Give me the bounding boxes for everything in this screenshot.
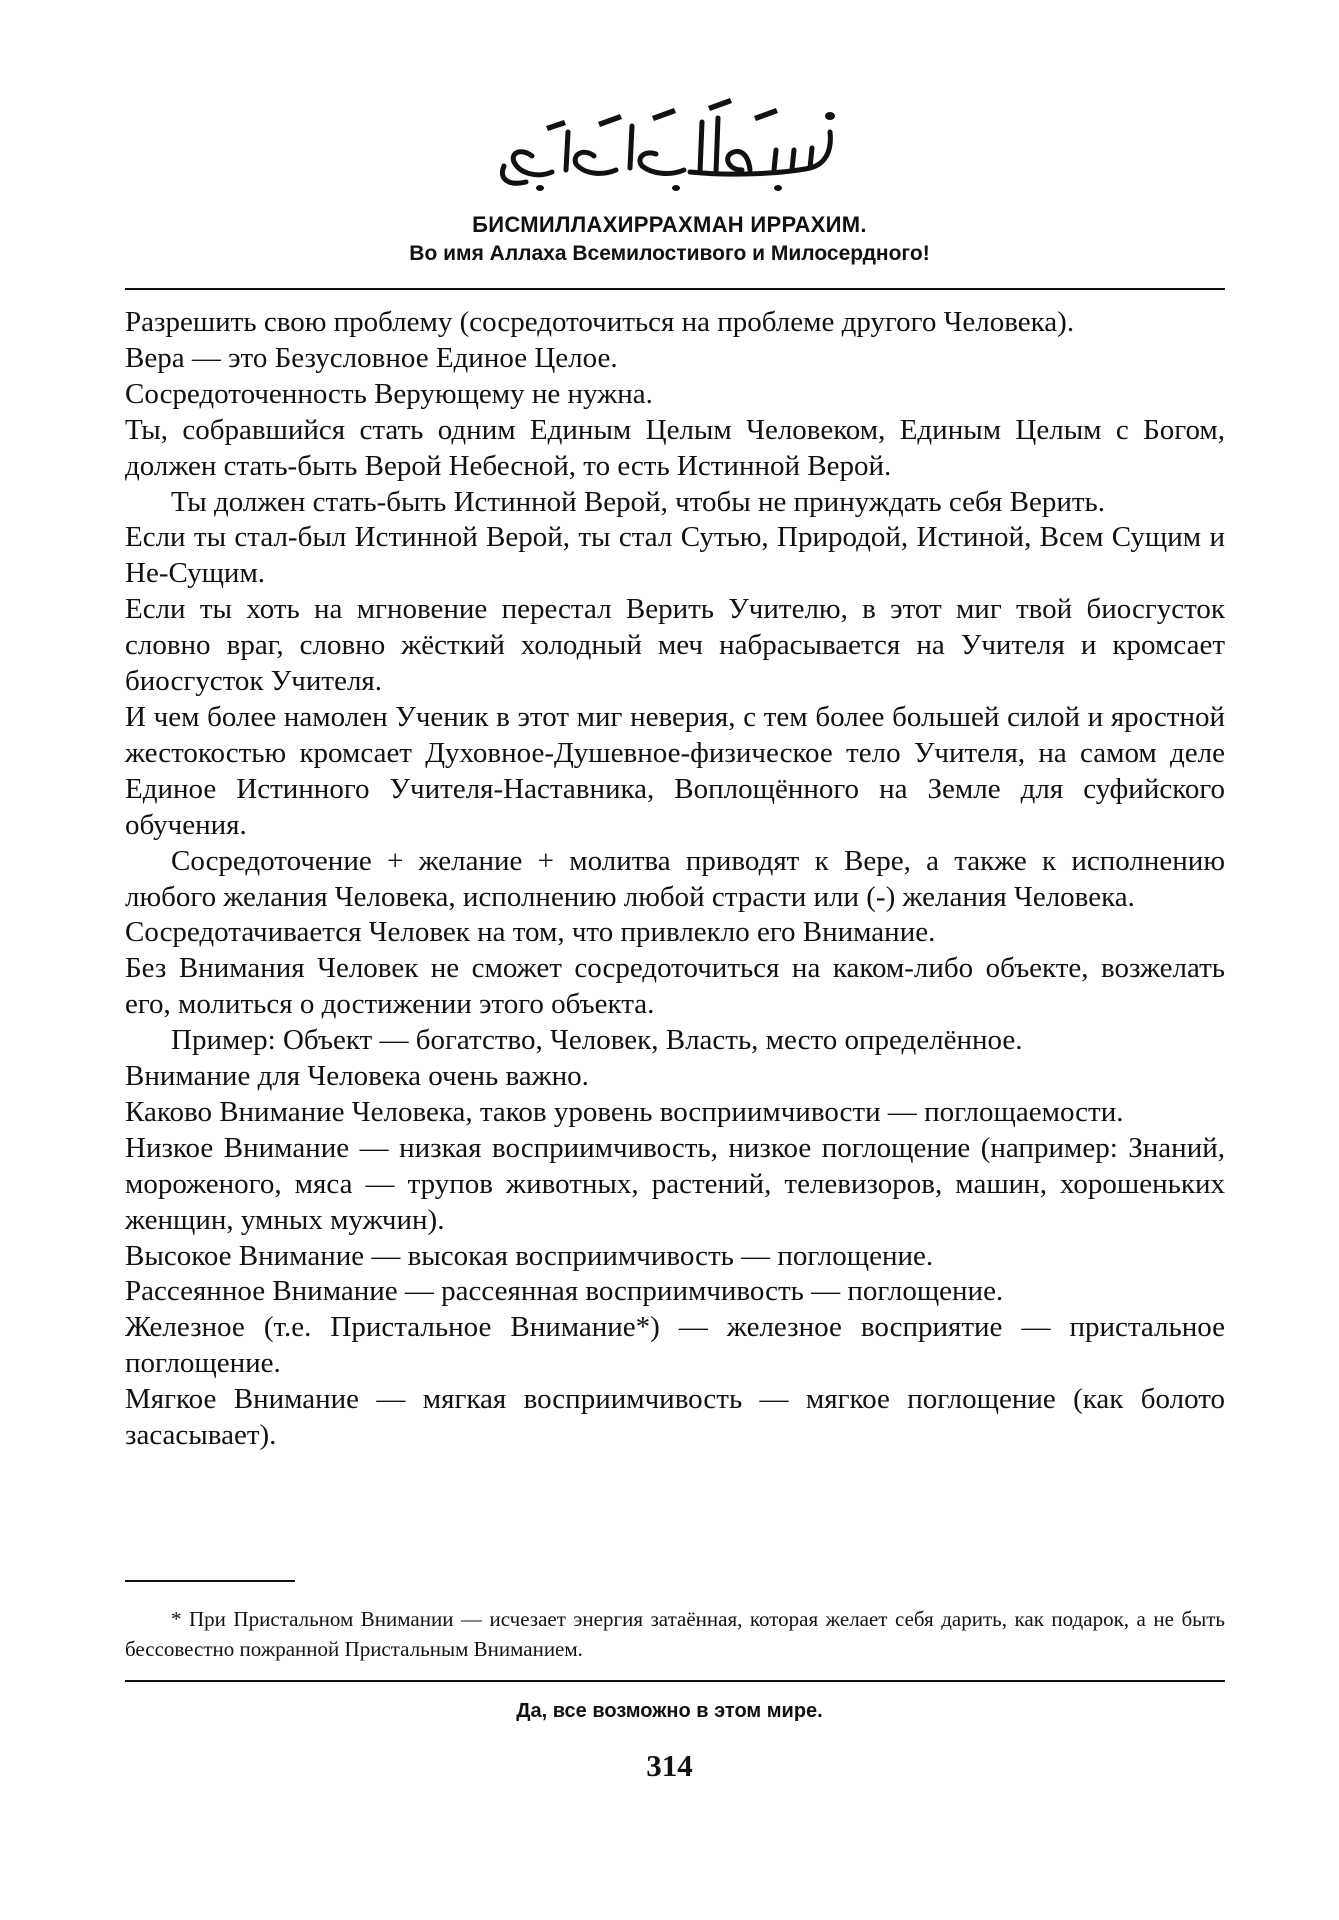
header-subtitle: Во имя Аллаха Всемилостивого и Милосердного!	[409, 242, 930, 265]
paragraph: Без Внимания Человек не сможет сосредоточиться на каком-либо объекте, возжелать его, молиться о достижении этого объекта.	[125, 952, 1225, 1021]
paragraph: Сосредотачивается Человек на том, что привлекло его Внимание.	[125, 916, 936, 949]
paragraph: Внимание для Человека очень важно.	[125, 1060, 589, 1093]
paragraph: И чем более намолен Ученик в этот миг неверия, с тем более большей силой и яростной жестокостью кромсает Духовное-Душевное-физическое тело Учителя, на самом деле Единое Истинного Учителя-Наставника, Воплощённого на Земле для суфийского обучения.	[125, 700, 1225, 841]
paragraph: Ты должен стать-быть Истинной Верой, чтобы не принуждать себя Верить.	[171, 485, 1106, 518]
paragraph: Железное (т.е. Пристальное Внимание*) — железное восприятие — пристальное поглощение.	[125, 1311, 1225, 1380]
paragraph: Разрешить свою проблему (сосредоточиться на проблеме другого Человека).	[125, 306, 1075, 338]
basmala-calligraphy-icon	[480, 92, 860, 192]
header-title: БИСМИЛЛАХИРРАХМАН ИРРАХИМ.	[472, 212, 867, 237]
paragraph: Пример: Объект — богатство, Человек, Власть, место определённое.	[171, 1024, 1023, 1057]
footer-motto: Да, все возможно в этом мире.	[516, 1700, 823, 1722]
paragraph: Ты, собравшийся стать одним Единым Целым Человеком, Единым Целым с Богом, должен стать-быть Верой Небесной, то есть Истинной Верой.	[125, 413, 1225, 482]
paragraph: Сосредоточение + желание + молитва приводят к Вере, а также к исполнению любого желания Человека, исполнению любой страсти или (-) желания Человека.	[125, 844, 1225, 913]
paragraph: Сосредоточенность Верующему не нужна.	[125, 377, 653, 410]
footnote: * При Пристальном Внимании — исчезает энергия затаённая, которая желает себя дарить, как подарок, а не быть бессовестно пожранной Пристальным Вниманием.	[125, 1607, 1225, 1661]
body-text	[125, 305, 1225, 1454]
header-divider	[125, 288, 1225, 290]
paragraph: Вера — это Безусловное Единое Целое.	[125, 341, 618, 374]
paragraph: Если ты стал-был Истинной Верой, ты стал Сутью, Природой, Истиной, Всем Сущим и Не-Сущим.	[125, 521, 1225, 590]
page-number: 314	[646, 1748, 693, 1783]
paragraph: Низкое Внимание — низкая восприимчивость, низкое поглощение (например: Знаний, мороженого, мяса — трупов животных, растений, телевизоров, машин, хорошеньких женщин, умных мужчин).	[125, 1131, 1225, 1236]
paragraph: Рассеянное Внимание — рассеянная восприимчивость — поглощение.	[125, 1275, 1004, 1308]
paragraph: Каково Внимание Человека, таков уровень восприимчивости — поглощаемости.	[125, 1095, 1124, 1128]
footnote-divider	[125, 1580, 295, 1582]
footer-divider	[125, 1680, 1225, 1682]
paragraph: Высокое Внимание — высокая восприимчивость — поглощение.	[125, 1239, 934, 1272]
paragraph: Если ты хоть на мгновение перестал Верить Учителю, в этот миг твой биосгусток словно враг, словно жёсткий холодный меч набрасывается на Учителя и кромсает биосгусток Учителя.	[125, 593, 1225, 698]
paragraph: Мягкое Внимание — мягкая восприимчивость — мягкое поглощение (как болото засасывает).	[125, 1383, 1225, 1452]
